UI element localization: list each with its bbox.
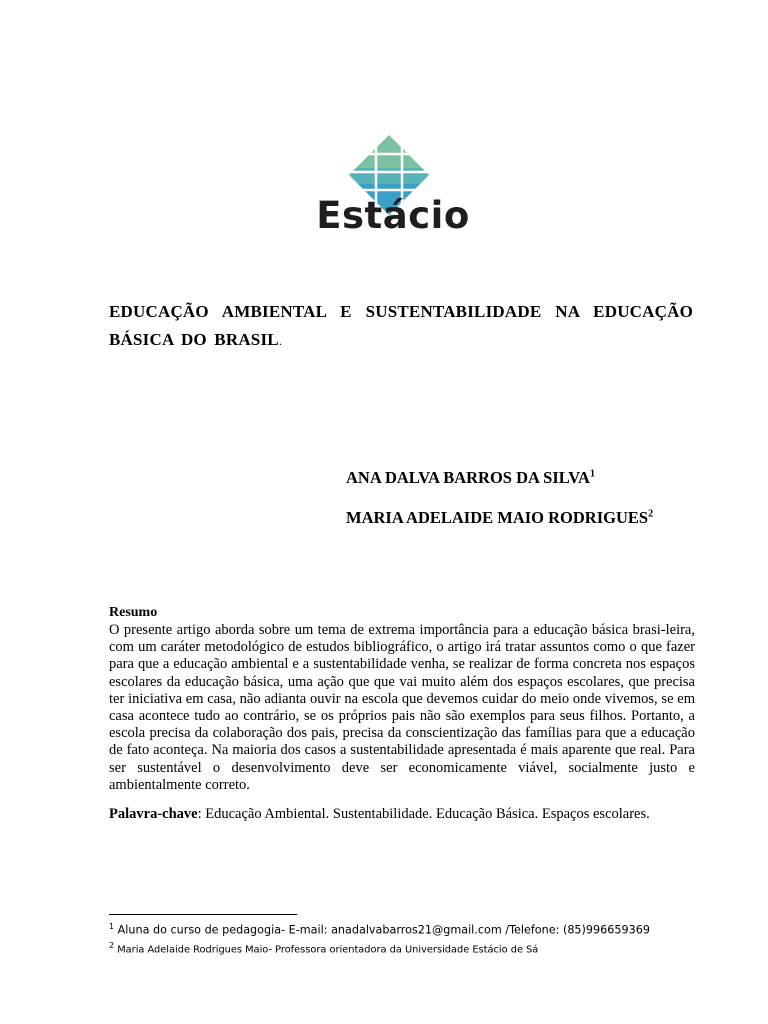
title-text: EDUCAÇÃO AMBIENTAL E SUSTENTABILIDADE NA EDUCAÇÃO BÁSICA DO BRASIL bbox=[109, 302, 693, 349]
author-1-footnote-mark: 1 bbox=[589, 468, 595, 480]
author-2-name: MARIA ADELAIDE MAIO RODRIGUES bbox=[346, 508, 649, 527]
footnote-2-text: Maria Adelaide Rodrigues Maio- Professora orientadora da Universidade Estácio de Sá bbox=[114, 944, 539, 956]
keywords-text: : Educação Ambiental. Sustentabilidade. Educação Básica. Espaços escolares. bbox=[197, 806, 650, 822]
keywords-label: Palavra-chave bbox=[109, 806, 198, 822]
author-1-name: ANA DALVA BARROS DA SILVA bbox=[346, 468, 590, 487]
footnote-1-mark: 1 bbox=[109, 922, 115, 931]
abstract-heading: Resumo bbox=[109, 605, 158, 620]
footnote-rule bbox=[109, 914, 297, 915]
footnote-1-text: Aluna do curso de pedagogia- E-mail: anadalvabarros21@gmail.com /Telefone: (85)996659369 bbox=[114, 923, 650, 937]
footnote-2 bbox=[109, 941, 538, 955]
footnote-1 bbox=[109, 922, 650, 937]
author-2 bbox=[346, 508, 653, 528]
title-period: . bbox=[278, 334, 283, 348]
estacio-wordmark: Estácio bbox=[316, 194, 470, 237]
article-title bbox=[109, 298, 693, 355]
author-2-footnote-mark: 2 bbox=[648, 508, 654, 520]
abstract-body: O presente artigo aborda sobre um tema de extrema importância para a educação básica brasi-leira, com um caráter metodológico de estudos bibliográfico, o artigo irá tratar assuntos como o que fazer para que a educação ambiental e a sustentabilidade venha, se realizar de forma concreta nos espaços escolares da educação básica, uma ação que que vai muito além dos espaços escolares, que precisa ter iniciativa em casa, não adianta ouvir na escola que devemos cuidar do meio onde vivemos, se em casa acontece tudo ao contrário, se os próprios pais não são exemplos para seus filhos. Portanto, a escola precisa da colaboração dos pais, precisa da conscientização das famílias para que a educação de fato aconteça. Na maioria dos casos a sustentabilidade apresentada é mais aparente que real. Para ser sustentável o desenvolvimento deve ser economicamente viável, socialmente justo e ambientalmente correto. bbox=[109, 622, 695, 793]
footnote-2-mark: 2 bbox=[109, 941, 115, 950]
author-1 bbox=[346, 468, 595, 488]
estacio-logo bbox=[300, 128, 480, 248]
keywords-line bbox=[109, 806, 699, 823]
